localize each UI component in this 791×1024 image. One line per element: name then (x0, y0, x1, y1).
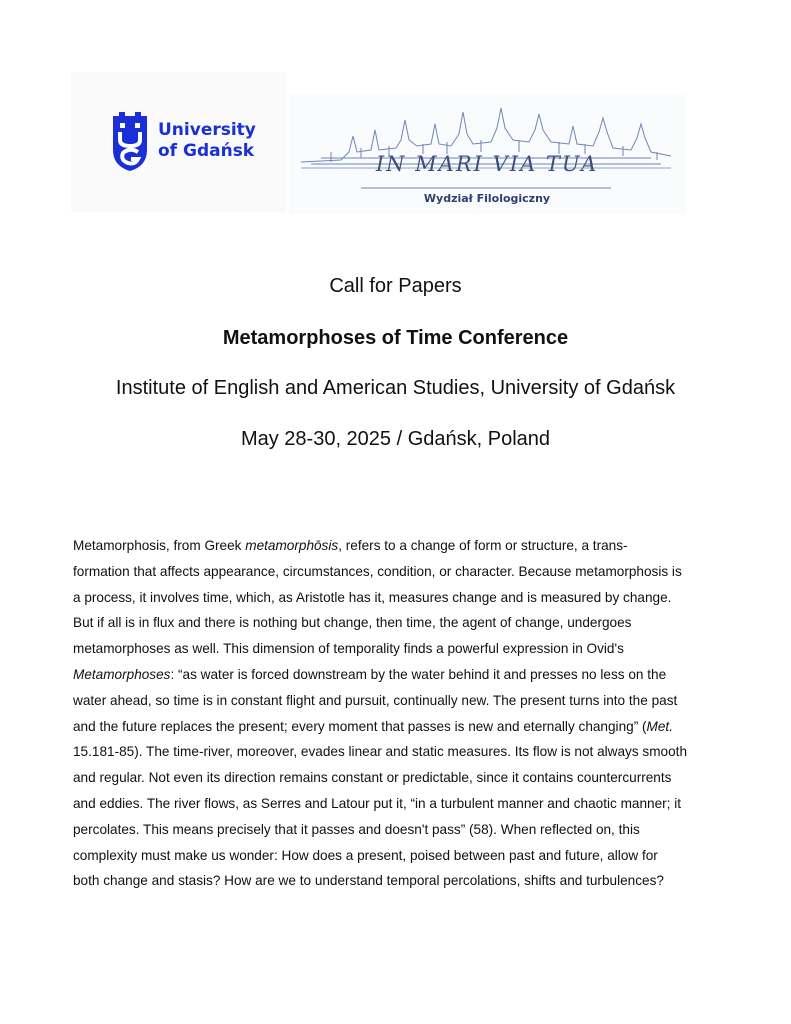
body-line: formation that affects appearance, circumstances, condition, or character. Because metamorphosis is (73, 563, 682, 579)
university-name-line2: of Gdańsk (158, 141, 255, 161)
body-text-segment: , refers to a change of form or structure, a trans- (338, 538, 628, 553)
body-text-segment: : “as water is forced downstream by the water behind it and presses no less on the (170, 666, 667, 682)
body-paragraph (73, 533, 723, 894)
body-line: and regular. Not even its direction remains constant or predictable, since it contains countercurrents (73, 770, 672, 786)
body-line: percolates. This means precisely that it passes and doesn't pass” (58). When reflected on, this (73, 821, 640, 837)
faculty-logo (289, 94, 685, 214)
faculty-motto: IN MARI VIA TUA (375, 152, 599, 176)
body-text-italic: Metamorphoses (73, 666, 171, 682)
body-line: metamorphoses as well. This dimension of temporality finds a powerful expression in Ovid's (73, 641, 624, 657)
university-name-line1: University (158, 120, 256, 140)
university-of-gdansk-logo (71, 72, 286, 212)
body-text-italic: metamorphōsis (245, 538, 339, 553)
body-text-segment: and the future replaces the present; every moment that passes is new and eternally changing” ( (73, 718, 647, 734)
body-line: water ahead, so time is in constant flight and pursuit, continually new. The present turns into the past (73, 692, 678, 708)
body-line: a process, it involves time, which, as Aristotle has it, measures change and is measured by change. (73, 589, 672, 605)
body-line (73, 714, 723, 740)
body-line: both change and stasis? How are we to understand temporal percolations, shifts and turbulences? (73, 873, 664, 889)
university-name (158, 120, 256, 162)
conference-date-place: May 28-30, 2025 / Gdańsk, Poland (240, 428, 551, 450)
body-line: and eddies. The river flows, as Serres and Latour put it, “in a turbulent manner and chaotic manner; it (73, 795, 682, 811)
body-line: 15.181-85). The time-river, moreover, evades linear and static measures. Its flow is not always smooth (73, 744, 688, 760)
body-line (73, 533, 723, 559)
body-text-italic: Met. (646, 718, 673, 734)
university-shield-icon (111, 110, 149, 172)
body-line (73, 662, 723, 688)
body-text-segment: Metamorphosis, from Greek (73, 538, 246, 553)
header-logos (71, 72, 686, 214)
faculty-name: Wydział Filologiczny (423, 192, 551, 205)
body-line: But if all is in flux and there is nothing but change, then time, the agent of change, undergoes (73, 615, 632, 631)
gdansk-skyline-drawing (301, 100, 671, 190)
call-for-papers-heading: Call for Papers (329, 275, 462, 297)
conference-title: Metamorphoses of Time Conference (222, 327, 569, 349)
institute-name: Institute of English and American Studies, University of Gdańsk (115, 377, 676, 399)
body-line: complexity must make us wonder: How does a present, poised between past and future, allow for (73, 847, 658, 863)
